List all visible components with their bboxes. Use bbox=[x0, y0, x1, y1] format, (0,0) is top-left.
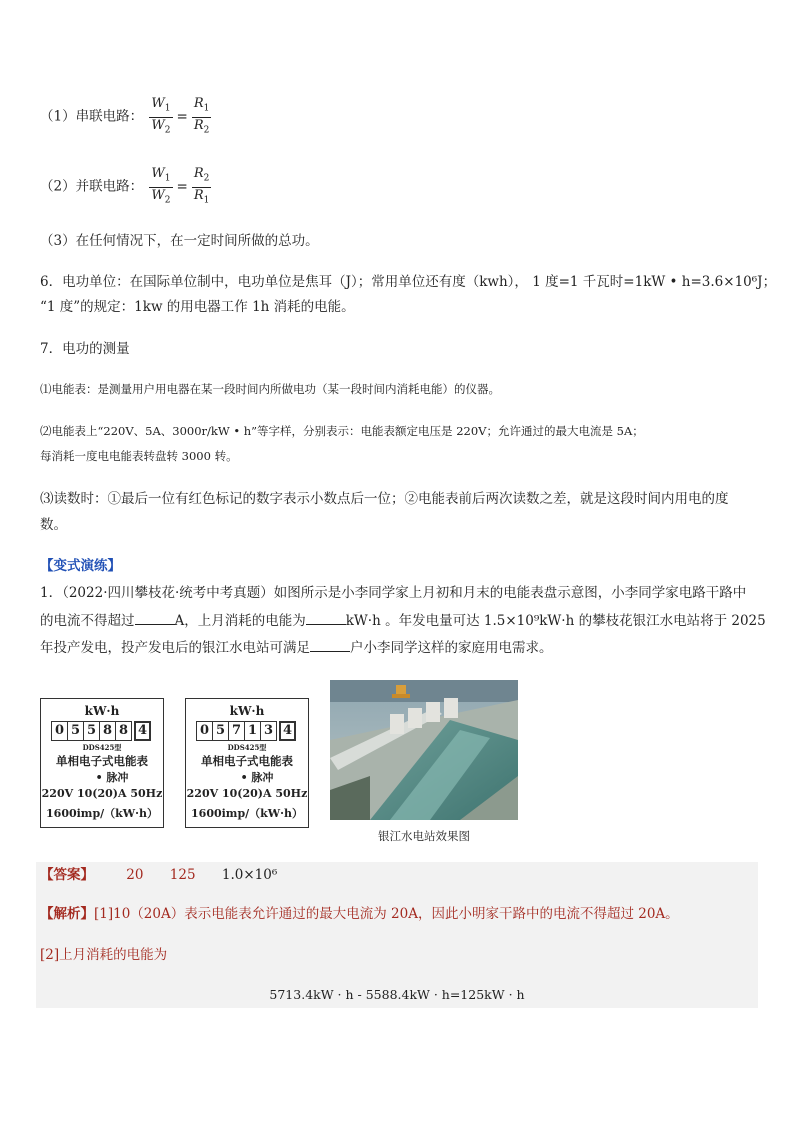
answer-blank-current[interactable] bbox=[135, 610, 175, 625]
section7-p2a: ⑵电能表上“220V、5A、3000r/kW • h”等字样，分别表示：电能表额定电压是 220V；允许通过的最大电流是 5A； bbox=[40, 424, 644, 438]
item-series-label: （1）串联电路： bbox=[40, 108, 144, 125]
analysis-line-1 bbox=[40, 905, 679, 923]
fraction-w1-w2-parallel: $\frac{W_1}{W_2}$ bbox=[151, 166, 171, 206]
exercise-heading: 【变式演练】 bbox=[40, 558, 121, 574]
meter-digit-decimal: 4 bbox=[279, 721, 296, 741]
image-caption: 银江水电站效果图 bbox=[378, 829, 470, 843]
item-parallel-label: （2）并联电路： bbox=[40, 178, 144, 195]
analysis-label: 【解析】 bbox=[40, 906, 94, 922]
section6-line2: “1 度”的规定：1kw 的用电器工作 1h 消耗的电能。 bbox=[40, 299, 355, 315]
meter-pulse: • 脉冲 bbox=[95, 771, 129, 784]
section7-p3b: 数。 bbox=[40, 517, 67, 533]
meter-digits bbox=[51, 721, 150, 741]
meter-digit: 5 bbox=[83, 721, 100, 741]
meter-spec-voltage: 220V 10(20)A 50Hz bbox=[186, 787, 308, 800]
q1-text-c: kW·h 。年发电量可达 1.5×10⁹kW·h 的攀枝花银江水电站将于 2025 bbox=[345, 613, 766, 629]
section7-p2b: 每消耗一度电电能表转盘转 3000 转。 bbox=[40, 449, 238, 463]
question-1-line2 bbox=[40, 610, 766, 630]
question-1-line1: 1．（2022·四川攀枝花·统考中考真题）如图所示是小李同学家上月初和月末的电能表盘示意图，小李同学家电路干路中 bbox=[40, 585, 747, 601]
meter-model: DDS425型 bbox=[227, 743, 267, 752]
meter-start-of-month bbox=[40, 698, 164, 828]
q1-text-d: 年投产发电，投产发电后的银江水电站可满足 bbox=[40, 640, 310, 656]
analysis-line-2: [2]上月消耗的电能为 bbox=[40, 947, 168, 963]
meter-name: 单相电子式电能表 bbox=[56, 754, 148, 768]
item-any-case: （3）在任何情况下，在一定时间所做的总功。 bbox=[40, 233, 319, 249]
section7-p1: ⑴电能表：是测量用户用电器在某一段时间内所做电功（某一段时间内消耗电能）的仪器。 bbox=[40, 382, 500, 396]
fraction-w1-w2: $\frac{W_1}{W_2}$ bbox=[151, 96, 171, 136]
meter-end-of-month bbox=[185, 698, 309, 828]
item-series bbox=[40, 96, 213, 138]
question-1-line3 bbox=[40, 637, 553, 657]
section7-p3a: ⑶读数时：①最后一位有红色标记的数字表示小数点后一位；②电能表前后两次读数之差，就是这段时间内用电的度 bbox=[40, 491, 729, 507]
q1-text-b: A，上月消耗的电能为 bbox=[174, 613, 306, 629]
meter-digit: 3 bbox=[260, 721, 277, 741]
section6-line1: 6．电功单位：在国际单位制中，电功单位是焦耳（J）；常用单位还有度（kwh）， 1 度=1 千瓦时=1kW • h=3.6×10⁶J； bbox=[40, 274, 777, 290]
section7-title: 7．电功的测量 bbox=[40, 341, 130, 357]
meter-digit: 7 bbox=[228, 721, 245, 741]
answer-blank-households[interactable] bbox=[310, 637, 350, 652]
meter-digit: 0 bbox=[51, 721, 68, 741]
meter-digit: 8 bbox=[99, 721, 116, 741]
energy-equation: 5713.4kW · h - 5588.4kW · h=125kW · h bbox=[269, 987, 525, 1002]
fraction-r1-r2: $\frac{R_1}{R_2}$ bbox=[193, 96, 210, 136]
equals-sign: = bbox=[176, 179, 188, 196]
q1-text-a: 的电流不得超过 bbox=[40, 613, 135, 629]
answer-label: 【答案】 bbox=[40, 867, 94, 883]
answer-value-3: 1.0×10⁶ bbox=[221, 867, 278, 883]
hydropower-station-image bbox=[330, 680, 518, 820]
answer-blank-energy[interactable] bbox=[306, 610, 346, 625]
item-parallel bbox=[40, 166, 213, 208]
meter-spec-imp: 1600imp/（kW·h） bbox=[191, 807, 303, 820]
meter-digit: 0 bbox=[196, 721, 213, 741]
meter-unit: kW·h bbox=[84, 704, 120, 718]
q1-text-e: 户小李同学这样的家庭用电需求。 bbox=[350, 640, 553, 656]
answer-value-1: 20 bbox=[126, 867, 144, 883]
meter-spec-voltage: 220V 10(20)A 50Hz bbox=[41, 787, 163, 800]
meter-digit: 1 bbox=[244, 721, 261, 741]
meter-unit: kW·h bbox=[229, 704, 265, 718]
meter-model: DDS425型 bbox=[82, 743, 122, 752]
meter-digit: 5 bbox=[67, 721, 84, 741]
answer-line bbox=[40, 866, 277, 884]
meter-spec-imp: 1600imp/（kW·h） bbox=[46, 807, 158, 820]
meter-digit: 5 bbox=[212, 721, 229, 741]
equals-sign: = bbox=[176, 109, 188, 126]
meter-digit-decimal: 4 bbox=[134, 721, 151, 741]
meter-name: 单相电子式电能表 bbox=[201, 754, 293, 768]
fraction-r2-r1: $\frac{R_2}{R_1}$ bbox=[193, 166, 210, 206]
meter-digits bbox=[196, 721, 295, 741]
meter-pulse: • 脉冲 bbox=[240, 771, 274, 784]
meter-digit: 8 bbox=[115, 721, 132, 741]
answer-value-2: 125 bbox=[169, 867, 196, 883]
analysis-text-1: [1]10（20A）表示电能表允许通过的最大电流为 20A，因此小明家干路中的电流不得超过 20A。 bbox=[94, 906, 679, 922]
